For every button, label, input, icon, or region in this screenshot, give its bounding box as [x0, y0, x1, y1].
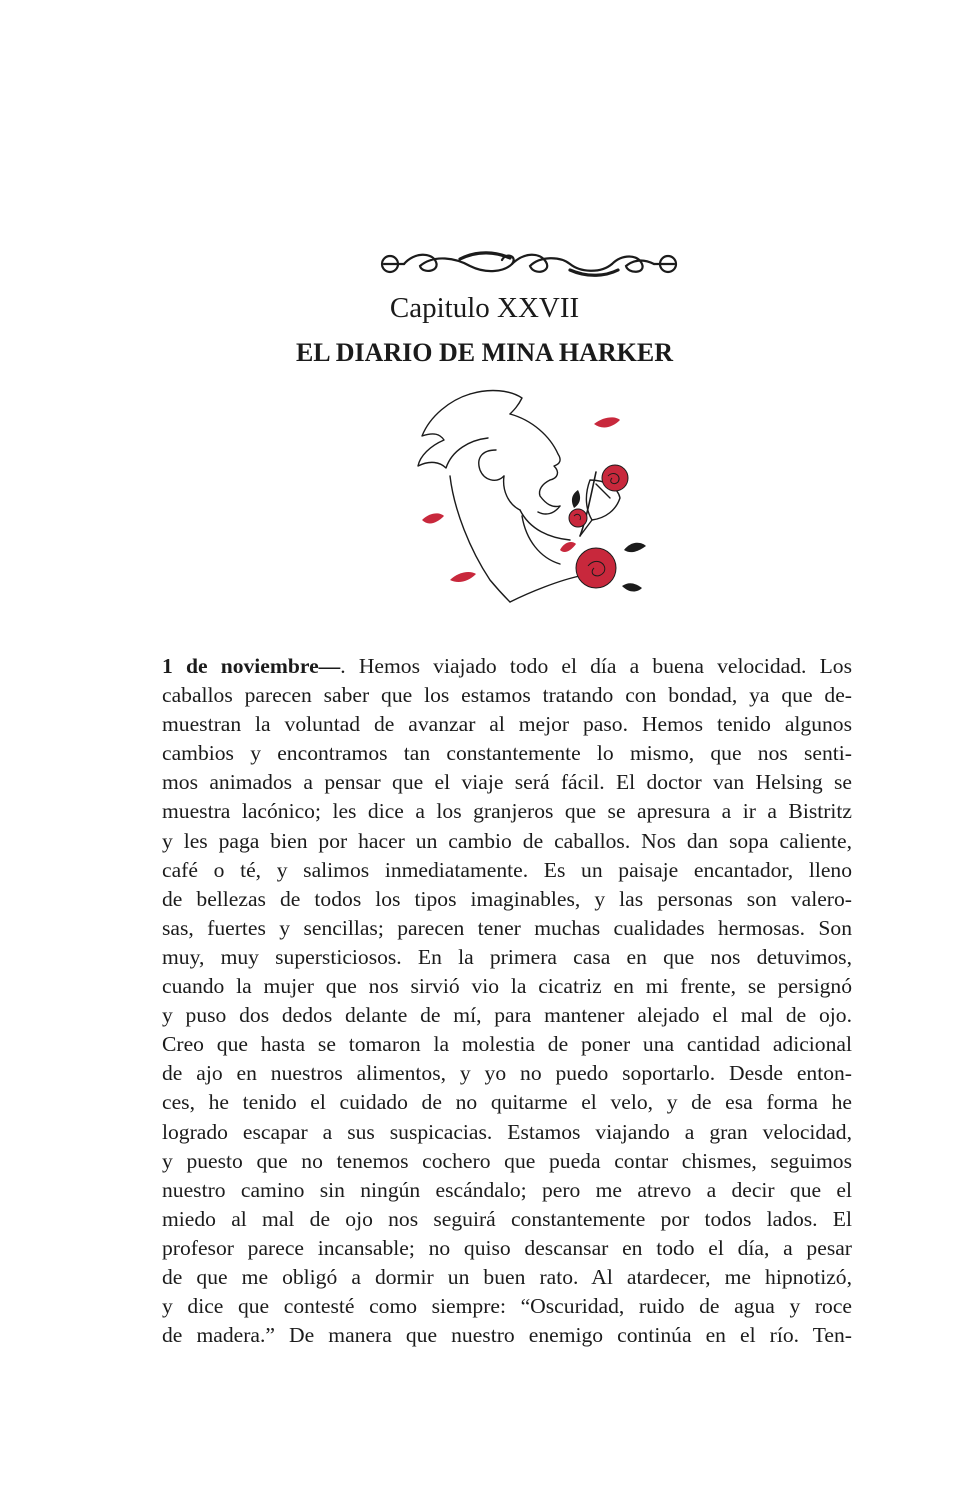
text-line: muestra lacónico; les dice a los granjeros que se apresura a ir a Bistritz: [162, 799, 852, 824]
text-line: nuestro camino sin ningún escándalo; pero me atrevo a decir que el: [162, 1177, 852, 1202]
text-line: de madera.” De manera que nuestro enemigo continúa en el río. Ten-: [162, 1323, 852, 1348]
text-line: cuando la mujer que nos sirvió vio la cicatriz en mi frente, se persignó: [162, 974, 852, 999]
text-line: profesor parece incansable; no quiso descansar en todo el día, a pesar: [162, 1235, 852, 1260]
flourish-divider-icon: [374, 244, 684, 282]
text-line: de ajo en nuestros alimentos, y yo no puedo soportarlo. Desde enton-: [162, 1061, 852, 1086]
body-paragraph: [162, 652, 852, 1350]
vampire-with-roses-illustration: [410, 380, 650, 605]
text-line: miedo al mal de ojo nos seguirá constantemente por todos lados. El: [162, 1206, 852, 1231]
text-line: Creo que hasta se tomaron la molestia de poner una cantidad adicional: [162, 1032, 852, 1057]
text-line-rest: . Hemos viajado todo el día a buena velocidad. Los: [340, 654, 852, 678]
text-line: caballos parecen saber que los estamos tratando con bondad, ya que de-: [162, 683, 852, 708]
text-line: de bellezas de todos los tipos imaginables, y las personas son valero-: [162, 886, 852, 911]
text-line: y puso dos dedos delante de mí, para mantener alejado el mal de ojo.: [162, 1003, 852, 1028]
text-line: ces, he tenido el cuidado de no quitarme el velo, y de esa forma he: [162, 1090, 852, 1115]
text-line: [162, 652, 852, 681]
text-line: y les paga bien por hacer un cambio de caballos. Nos dan sopa caliente,: [162, 828, 852, 853]
text-line: café o té, y salimos inmediatamente. Es un paisaje encantador, lleno: [162, 857, 852, 882]
text-line: y puesto que no tenemos cochero que pueda contar chismes, seguimos: [162, 1148, 852, 1173]
text-line: de que me obligó a dormir un buen rato. Al atardecer, me hipnotizó,: [162, 1264, 852, 1289]
text-line: y dice que contesté como siempre: “Oscuridad, ruido de agua y roce: [162, 1294, 852, 1319]
entry-date: 1 de noviembre—: [162, 654, 341, 678]
text-line: sas, fuertes y sencillas; parecen tener muchas cualidades hermosas. Son: [162, 915, 852, 940]
text-line: muestran la voluntad de avanzar al mejor paso. Hemos tenido algunos: [162, 712, 852, 737]
text-line: cambios y encontramos tan constantemente lo mismo, que nos senti-: [162, 741, 852, 766]
text-line: muy, muy supersticiosos. En la primera casa en que nos detuvimos,: [162, 944, 852, 969]
chapter-title: EL DIARIO DE MINA HARKER: [295, 338, 674, 367]
chapter-number: Capitulo XXVII: [389, 292, 580, 324]
text-line: mos animados a pensar que el viaje será fácil. El doctor van Helsing se: [162, 770, 852, 795]
text-line: logrado escapar a sus suspicacias. Estamos viajando a gran velocidad,: [162, 1119, 852, 1144]
